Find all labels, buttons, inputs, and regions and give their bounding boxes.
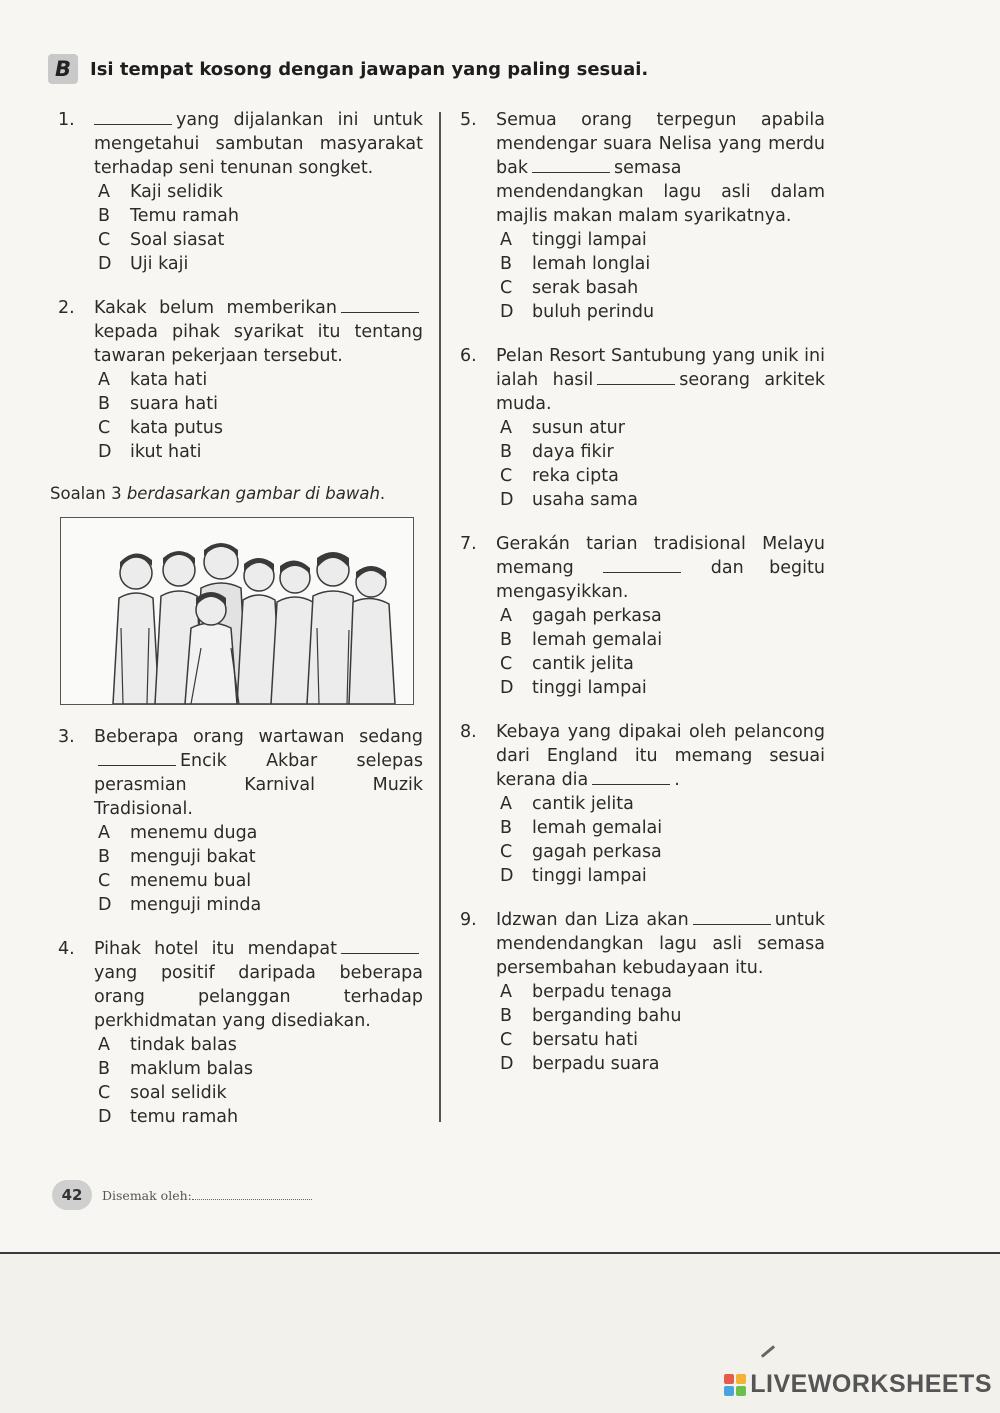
column-divider [439, 112, 441, 1122]
options-list [496, 980, 825, 1076]
options-list [94, 1033, 423, 1129]
option-b[interactable]: B lemah gemalai [500, 630, 663, 650]
question-5 [460, 108, 825, 324]
option-d[interactable]: D temu ramah [98, 1107, 239, 1127]
option-d[interactable]: D tinggi lampai [500, 678, 647, 698]
question-stem: yang dijalankan ini untuk mengetahui sambutan masyarakat terhadap seni tenunan songket. [94, 110, 423, 178]
question-number: 1. [58, 110, 75, 130]
question-3 [58, 725, 423, 917]
option-a[interactable]: A berpadu tenaga [500, 982, 672, 1002]
answer-blank[interactable] [341, 938, 419, 954]
question-number: 6. [460, 346, 477, 366]
right-column [460, 108, 825, 1096]
options-list [496, 604, 825, 700]
option-b[interactable]: B menguji bakat [98, 847, 256, 867]
options-list [94, 368, 423, 464]
question-2 [58, 296, 423, 464]
answer-blank[interactable] [603, 557, 681, 573]
question-1 [58, 108, 423, 276]
option-c[interactable]: C kata putus [98, 418, 223, 438]
question-number: 2. [58, 298, 75, 318]
question-stem: Pelan Resort Santubung yang unik ini ialah hasil seorang arkitek muda. [496, 346, 825, 414]
logo-tile [736, 1386, 746, 1396]
option-a[interactable]: A susun atur [500, 418, 625, 438]
options-list [94, 821, 423, 917]
question-stem: Idzwan dan Liza akan untuk mendendangkan lagu asli semasa persembahan kebudayaan itu. [496, 910, 825, 978]
logo-tile [736, 1374, 746, 1384]
answer-blank[interactable] [592, 769, 670, 785]
logo-tile [724, 1374, 734, 1384]
question-8 [460, 720, 825, 888]
option-c[interactable]: C cantik jelita [500, 654, 634, 674]
option-a[interactable]: A kata hati [98, 370, 208, 390]
answer-blank[interactable] [597, 369, 675, 385]
section-header [48, 54, 648, 84]
question-number: 5. [460, 110, 477, 130]
logo-tile [724, 1386, 734, 1396]
figure-instruction: Soalan 3 berdasarkan gambar di bawah. [50, 484, 386, 503]
section-label: B [48, 54, 78, 84]
answer-blank[interactable] [693, 909, 771, 925]
option-a[interactable]: A tindak balas [98, 1035, 237, 1055]
option-c[interactable]: C soal selidik [98, 1083, 227, 1103]
option-b[interactable]: B maklum balas [98, 1059, 254, 1079]
answer-blank[interactable] [94, 109, 172, 125]
answer-blank[interactable] [532, 157, 610, 173]
options-list [496, 228, 825, 324]
question-4 [58, 937, 423, 1129]
option-b[interactable]: B daya fikir [500, 442, 614, 462]
option-a[interactable]: A cantik jelita [500, 794, 634, 814]
option-c[interactable]: C menemu bual [98, 871, 252, 891]
option-c[interactable]: C reka cipta [500, 466, 619, 486]
question-number: 4. [58, 939, 75, 959]
page-footer [52, 1180, 312, 1210]
question-number: 8. [460, 722, 477, 742]
answer-blank[interactable] [98, 750, 176, 766]
option-c[interactable]: C gagah perkasa [500, 842, 662, 862]
section-instruction: Isi tempat kosong dengan jawapan yang paling sesuai. [90, 58, 649, 80]
option-d[interactable]: D menguji minda [98, 895, 262, 915]
liveworksheets-logo-icon [724, 1374, 746, 1396]
option-c[interactable]: C bersatu hati [500, 1030, 638, 1050]
question-stem: Pihak hotel itu mendapatyang positif daripada beberapa orang pelanggan terhadap perkhidmatan yang disediakan. [94, 939, 423, 1031]
signature-line [192, 1199, 312, 1200]
scan-speck [761, 1345, 775, 1358]
option-d[interactable]: D buluh perindu [500, 302, 655, 322]
left-column [50, 108, 423, 1149]
option-b[interactable]: B lemah gemalai [500, 818, 663, 838]
options-list [496, 792, 825, 888]
checked-by-label: Disemak oleh: [102, 1188, 312, 1203]
options-list [94, 180, 423, 276]
question-9 [460, 908, 825, 1076]
option-d[interactable]: D tinggi lampai [500, 866, 647, 886]
question-number: 3. [58, 727, 75, 747]
question-stem: Semua orang terpegun apabila mendengar suara Nelisa yang merdu bak semasa mendendangkan lagu asli dalam majlis makan malam syarikatnya. [496, 110, 825, 226]
question-number: 7. [460, 534, 477, 554]
option-d[interactable]: D berpadu suara [500, 1054, 660, 1074]
option-b[interactable]: B lemah longlai [500, 254, 651, 274]
option-d[interactable]: D ikut hati [98, 442, 202, 462]
question-stem: Kebaya yang dipakai oleh pelancong dari England itu memang sesuai kerana dia . [496, 722, 825, 790]
watermark-text: LIVEWORKSHEETS [750, 1370, 992, 1398]
page-number: 42 [52, 1180, 92, 1210]
liveworksheets-watermark [724, 1370, 992, 1399]
question-number: 9. [460, 910, 477, 930]
question-stem: Gerakán tarian tradisional Melayu memang dan begitu mengasyikkan. [496, 534, 825, 602]
options-list [496, 416, 825, 512]
option-a[interactable]: A gagah perkasa [500, 606, 662, 626]
group-of-people-image [61, 518, 413, 704]
option-b[interactable]: B Temu ramah [98, 206, 239, 226]
option-b[interactable]: B suara hati [98, 394, 218, 414]
option-c[interactable]: C Soal siasat [98, 230, 225, 250]
question-stem: Kakak belum memberikankepada pihak syarikat itu tentang tawaran pekerjaan tersebut. [94, 298, 423, 366]
option-c[interactable]: C serak basah [500, 278, 639, 298]
option-a[interactable]: A menemu duga [98, 823, 258, 843]
answer-blank[interactable] [341, 297, 419, 313]
option-d[interactable]: D usaha sama [500, 490, 638, 510]
option-b[interactable]: B berganding bahu [500, 1006, 682, 1026]
journalists-illustration [60, 517, 414, 705]
option-a[interactable]: A Kaji selidik [98, 182, 223, 202]
question-stem: Beberapa orang wartawan sedang Encik Akbar selepas perasmian Karnival Muzik Tradisional. [94, 727, 423, 819]
question-6 [460, 344, 825, 512]
option-a[interactable]: A tinggi lampai [500, 230, 647, 250]
option-d[interactable]: D Uji kaji [98, 254, 189, 274]
question-7 [460, 532, 825, 700]
